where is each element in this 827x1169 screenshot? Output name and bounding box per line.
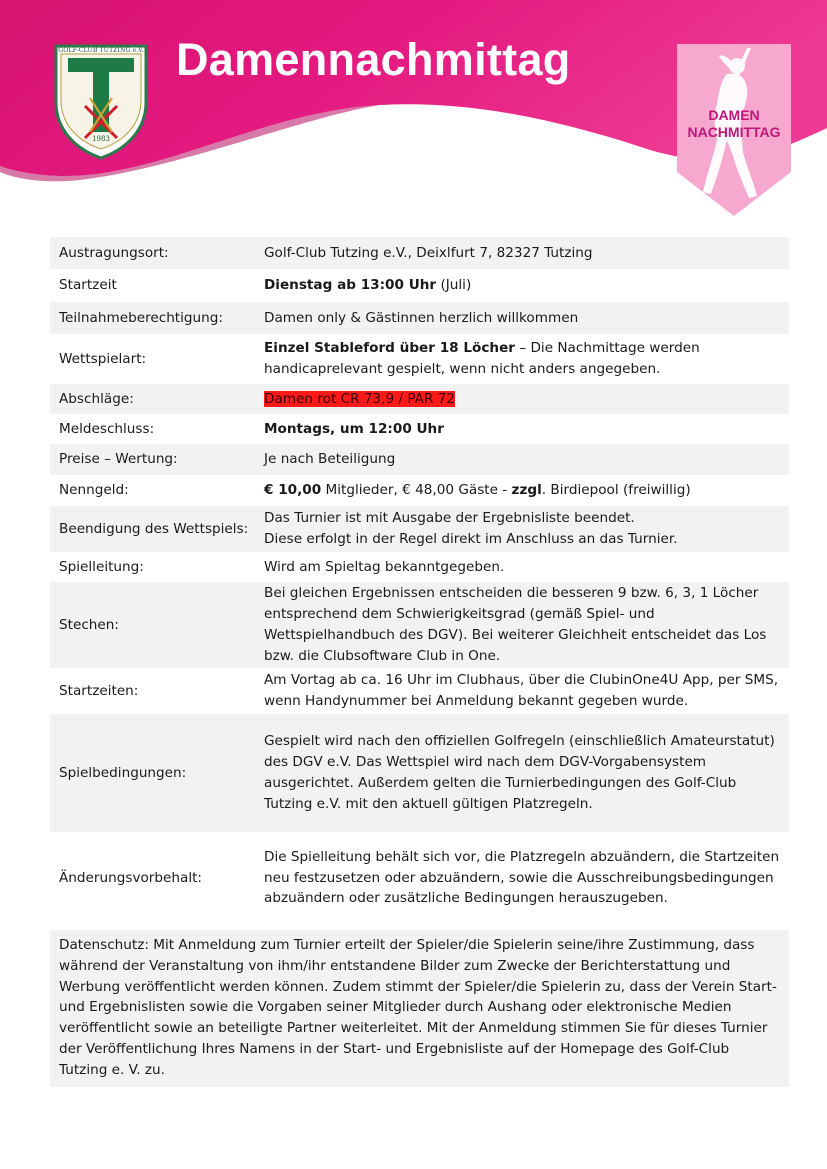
- info-row-value: [264, 731, 789, 814]
- info-row: [50, 384, 789, 414]
- value-segment: Diese erfolgt in der Regel direkt im Anschluss an das Turnier.: [264, 531, 678, 547]
- info-row: [50, 475, 789, 506]
- info-row-label: Preise – Wertung:: [59, 451, 178, 468]
- info-row-value: [264, 449, 789, 470]
- info-row-label: Beendigung des Wettspiels:: [59, 520, 249, 537]
- value-segment: Wird am Spieltag bekanntgegeben.: [264, 558, 505, 575]
- badge-line-2: NACHMITTAG: [687, 124, 781, 140]
- info-row: [50, 832, 789, 924]
- value-segment: Je nach Beteiligung: [264, 451, 396, 468]
- info-row-label: Nenngeld:: [59, 482, 129, 499]
- info-row-label: Austragungsort:: [59, 244, 169, 261]
- info-row: [50, 506, 789, 552]
- tee-highlight: Damen rot CR 73,9 / PAR 72: [264, 390, 456, 407]
- info-row: [50, 334, 789, 384]
- value-segment: Bei gleichen Ergebnissen entscheiden die besseren 9 bzw. 6, 3, 1 Löcher entsprechend dem Schwierigkeitsgrad (gemäß Spiel- und Wettspielhandbuch des DGV). Bei weiterer Gleichheit entscheidet das Los bzw. die Clubsoftware Club in One.: [264, 585, 767, 664]
- value-segment: Einzel Stableford über 18 Löcher: [264, 340, 516, 357]
- page-title: Damennachmittag: [176, 34, 571, 85]
- info-row: [50, 269, 789, 302]
- info-row-value: [264, 847, 789, 909]
- info-row: [50, 714, 789, 832]
- info-row-value: [264, 480, 789, 501]
- value-segment: Damen only & Gästinnen herzlich willkommen: [264, 309, 579, 326]
- info-row: [50, 444, 789, 475]
- value-segment: € 10,00: [264, 482, 322, 499]
- info-row-value: [264, 419, 789, 440]
- info-row-label: Wettspielart:: [59, 350, 147, 367]
- info-row: [50, 668, 789, 714]
- info-row-value: [264, 389, 789, 410]
- info-row-value: [264, 557, 789, 578]
- info-row: [50, 237, 789, 269]
- value-segment: Golf-Club Tutzing e.V., Deixlfurt 7, 82327 Tutzing: [264, 244, 593, 261]
- value-segment: (Juli): [436, 277, 472, 294]
- info-row-label: Spielleitung:: [59, 558, 144, 575]
- badge-line-1: DAMEN: [708, 107, 760, 123]
- info-row: [50, 414, 789, 444]
- value-segment: . Birdiepool (freiwillig): [541, 482, 691, 499]
- privacy-notice: Datenschutz: Mit Anmeldung zum Turnier erteilt der Spieler/die Spielerin seine/ihre Zustimmung, dass während der Veranstaltung von ihm/ihr entstandene Bilder zum Zwecke der Berichterstattung und Werbung veröffentlicht werden können. Zudem stimmt der Spieler/die Spielerin zu, dass der Verein Start- und Ergebnislisten sowie die Vorgaben seiner Mitglieder durch Aushang oder elektronische Medien veröffentlicht sowie an beteiligte Partner weiterleitet. Mit der Anmeldung stimmen Sie für dieses Turnier der Veröffentlichung Ihres Namens in der Start- und Ergebnisliste auf der Homepage des Golf-Club Tutzing e. V. zu.: [50, 930, 789, 1087]
- value-segment: Am Vortag ab ca. 16 Uhr im Clubhaus, über die ClubinOne4U App, per SMS, wenn Handynummer bei Anmeldung bekannt gegeben wurde.: [264, 672, 779, 709]
- tournament-info-table: [50, 237, 789, 924]
- info-row-label: Startzeit: [59, 277, 117, 294]
- value-segment: zzgl: [511, 482, 542, 499]
- info-row-label: Änderungsvorbehalt:: [59, 869, 203, 886]
- info-row: [50, 582, 789, 668]
- info-row-label: Startzeiten:: [59, 682, 139, 699]
- info-row-label: Teilnahmeberechtigung:: [59, 309, 223, 326]
- value-segment: Das Turnier ist mit Ausgabe der Ergebnisliste beendet.: [264, 510, 635, 527]
- value-segment: Gespielt wird nach den offiziellen Golfregeln (einschließlich Amateurstatut) des DGV e.V. Das Wettspiel wird nach dem DGV-Vorgabensystem ausgerichtet. Außerdem gelten die Turnierbedingungen des Golf-Club Tutzing e.V. mit den aktuell gültigen Platzregeln.: [264, 733, 775, 812]
- info-row: [50, 552, 789, 582]
- info-row-value: [264, 308, 789, 329]
- info-row-value: [264, 243, 789, 264]
- info-row-label: Abschläge:: [59, 390, 134, 407]
- info-row: [50, 302, 789, 334]
- info-row-value: [264, 670, 789, 712]
- info-row-label: Spielbedingungen:: [59, 764, 187, 781]
- info-row-value: [264, 583, 789, 666]
- value-segment: Montags, um 12:00 Uhr: [264, 420, 444, 437]
- damen-nachmittag-badge: [677, 44, 791, 216]
- crest-year: 1983: [92, 135, 110, 143]
- info-row-value: [264, 275, 789, 296]
- value-segment: – Die Nachmittage werden handicaprelevant gespielt, wenn nicht anders angegeben.: [264, 340, 700, 377]
- info-row-value: [264, 338, 789, 380]
- info-row-label: Meldeschluss:: [59, 420, 155, 437]
- club-crest-logo: [50, 40, 152, 160]
- value-segment: Dienstag ab 13:00 Uhr: [264, 277, 437, 294]
- crest-club-name: GOLF-CLUB TUTZING e.V.: [58, 47, 144, 54]
- info-row-value: [264, 508, 789, 550]
- value-segment: Die Spielleitung behält sich vor, die Platzregeln abzuändern, die Startzeiten neu festzusetzen oder abzuändern, sowie die Ausschreibungsbedingungen abzuändern oder zusätzliche Bedingungen herauszugeben.: [264, 848, 780, 907]
- value-segment: Mitglieder, € 48,00 Gäste -: [321, 482, 512, 499]
- info-row-label: Stechen:: [59, 616, 119, 633]
